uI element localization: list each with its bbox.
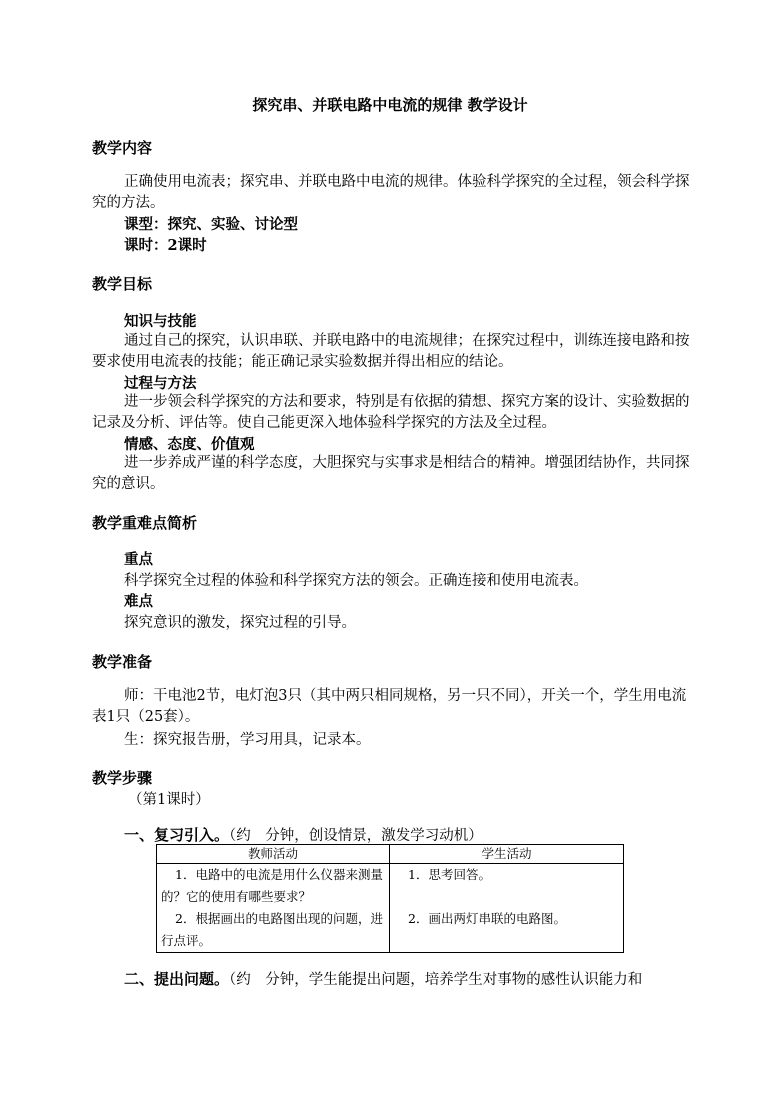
section-heading-steps: 教学步骤 (92, 769, 153, 787)
step-1-desc: （约 分钟，创设情景，激发学习动机） (229, 828, 483, 844)
content-paragraph: 正确使用电流表；探究串、并联电路中电流的规律。体验科学探究的全过程，领会科学探究的方法。 (92, 174, 690, 211)
document-title: 探究串、并联电路中电流的规律 教学设计 (252, 96, 528, 114)
step-2-title: 二、提出问题。 (124, 970, 230, 988)
teacher-prep-text: 师：干电池2节，电灯泡3只（其中两只相同规格，另一只不同），开关一个，学生用电流表1只（25套）。 (92, 688, 687, 725)
difficult-point-text: 探究意识的激发，探究过程的引导。 (124, 615, 356, 631)
teacher-activity-cell (157, 864, 390, 953)
section-heading-keypoints: 教学重难点简析 (92, 514, 198, 532)
lesson-type-line: 课型：探究、实验、讨论型 (124, 216, 298, 233)
process-method-title: 过程与方法 (124, 375, 197, 392)
table-row (157, 864, 624, 953)
step-2-line (124, 968, 642, 989)
step-1-line (124, 824, 483, 845)
section-heading-content: 教学内容 (92, 139, 153, 157)
student-activity-header: 学生活动 (390, 845, 624, 864)
student-prep-text: 生：探究报告册，学习用具，记录本。 (124, 732, 371, 748)
emotion-values-text: 进一步养成严谨的科学态度，大胆探究与实事求是相结合的精神。增强团结协作，共同探究的意识。 (92, 455, 690, 492)
student-item-2: 2．画出两灯串联的电路图。 (408, 911, 566, 926)
activity-table (156, 844, 624, 953)
knowledge-skills-title: 知识与技能 (124, 313, 197, 330)
lesson-hours-line: 课时：2课时 (124, 237, 207, 254)
key-point-title: 重点 (124, 551, 153, 568)
step-1-title: 一、复习引入。 (124, 826, 230, 844)
section-heading-prep: 教学准备 (92, 653, 153, 671)
section-heading-goals: 教学目标 (92, 275, 153, 293)
emotion-values-title: 情感、态度、价值观 (124, 436, 255, 453)
step-2-desc: （约 分钟，学生能提出问题，培养学生对事物的感性认识能力和 (229, 972, 643, 988)
teacher-activity-header: 教师活动 (157, 845, 390, 864)
table-header-row (157, 845, 624, 864)
difficult-point-title: 难点 (124, 593, 153, 610)
student-activity-cell (390, 864, 624, 953)
student-item-1: 1．思考回答。 (408, 867, 491, 882)
knowledge-skills-text: 通过自己的探究，认识串联、并联电路中的电流规律；在探究过程中，训练连接电路和按要求使用电流表的技能；能正确记录实验数据并得出相应的结论。 (92, 333, 690, 370)
teacher-item-2: 2．根据画出的电路图出现的问题，进行点评。 (161, 911, 383, 948)
teacher-item-1: 1．电路中的电流是用什么仪器来测量的？它的使用有哪些要求？ (161, 867, 383, 904)
process-method-text: 进一步领会科学探究的方法和要求，特别是有依据的猜想、探究方案的设计、实验数据的记录及分析、评估等。使自己能更深入地体验科学探究的方法及全过程。 (92, 394, 690, 431)
period-label: （第1课时） (128, 792, 210, 808)
key-point-text: 科学探究全过程的体验和科学探究方法的领会。正确连接和使用电流表。 (124, 573, 588, 589)
